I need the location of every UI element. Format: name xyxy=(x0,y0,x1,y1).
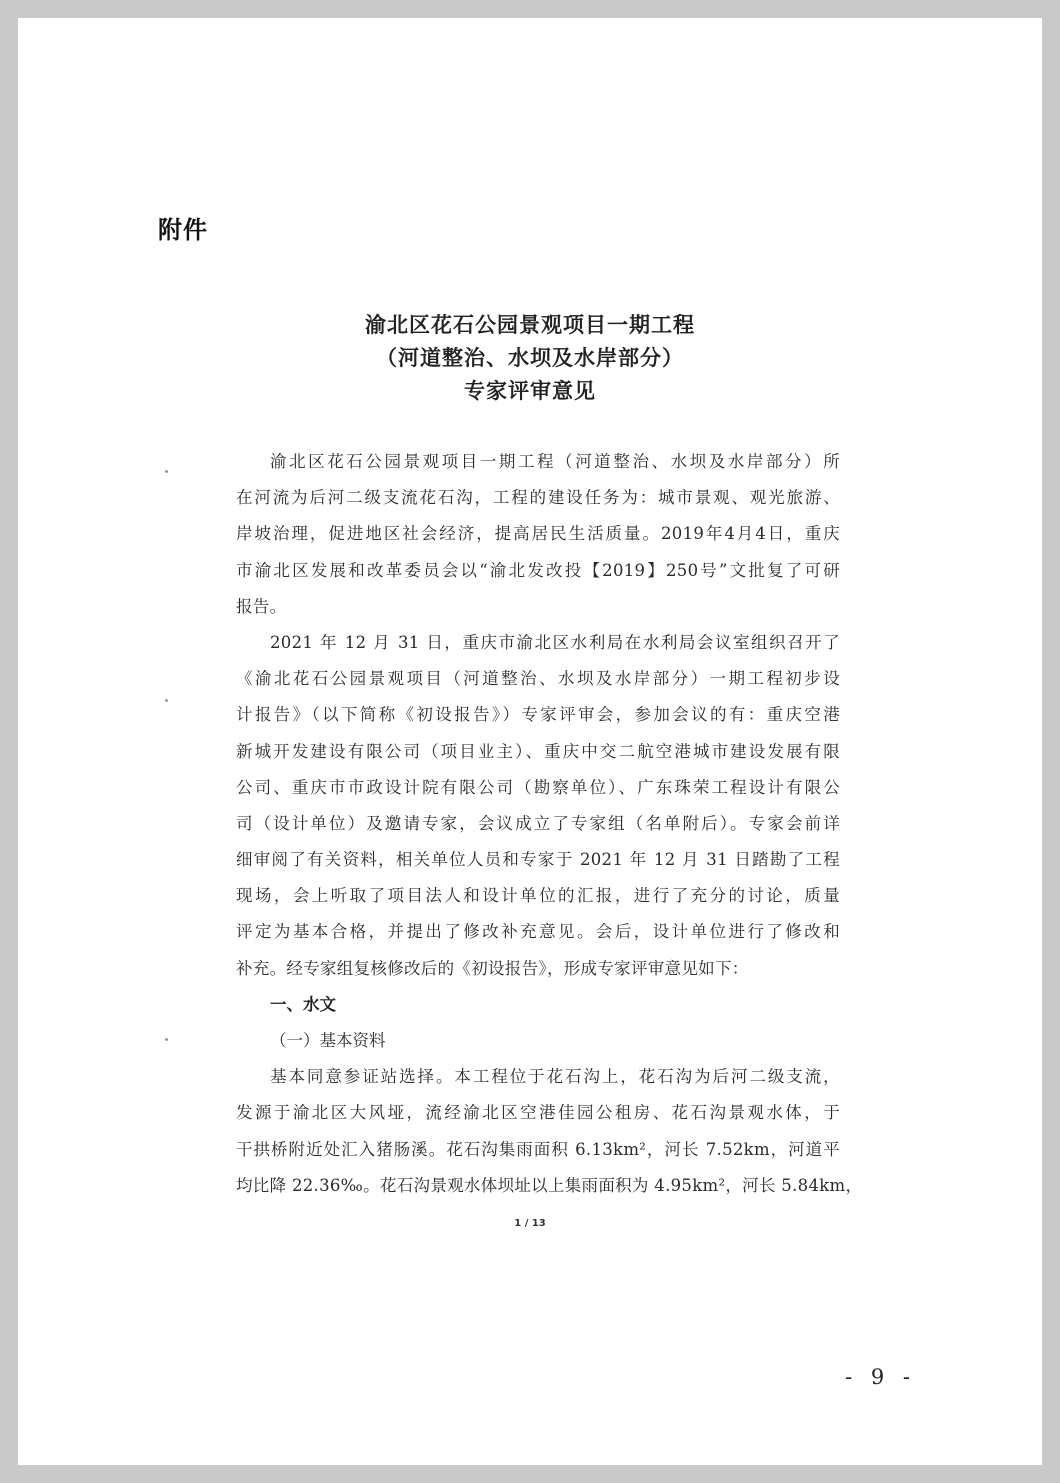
paragraph-line: 渝北区花石公园景观项目一期工程（河道整治、水坝及水岸部分）所 xyxy=(270,452,840,471)
title-line-1: 渝北区花石公园景观项目一期工程 xyxy=(365,312,695,337)
paragraph-2 xyxy=(236,625,840,987)
paragraph-line: 发源于渝北区大风垭，流经渝北区空港佳园公租房、花石沟景观水体，于 xyxy=(236,1103,840,1123)
paragraph-line: 公司、重庆市市政设计院有限公司（勘察单位）、广东珠荣工程设计有限公 xyxy=(236,777,840,797)
paragraph-line: 细审阅了有关资料，相关单位人员和专家于 2021 年 12 月 31 日踏勘了工程 xyxy=(236,850,840,870)
section-heading: 一、水文 xyxy=(270,994,336,1014)
paragraph-line: 岸坡治理，促进地区社会经济，提高居民生活质量。2019年4月4日，重庆 xyxy=(236,524,840,544)
paragraph-line: 基本同意参证站选择。本工程位于花石沟上，花石沟为后河二级支流， xyxy=(270,1067,840,1087)
paragraph-line: 市渝北区发展和改革委员会以“渝北发改投【2019】250号”文批复了可研 xyxy=(236,560,840,580)
paragraph-line: 《渝北花石公园景观项目（河道整治、水坝及水岸部分）一期工程初步设 xyxy=(236,669,840,689)
paragraph-line: 新城开发建设有限公司（项目业主）、重庆中交二航空港城市建设发展有限 xyxy=(236,741,840,761)
scan-dot xyxy=(165,470,168,473)
paragraph-line: 现场，会上听取了项目法人和设计单位的汇报，进行了充分的讨论，质量 xyxy=(236,886,840,906)
document-page xyxy=(18,18,1042,1465)
paragraph-3 xyxy=(236,1059,863,1204)
paragraph-line: 均比降 22.36‰。花石沟景观水体坝址以上集雨面积为 4.95km²，河长 5.84km， xyxy=(236,1175,863,1195)
scan-dot xyxy=(165,699,168,702)
paragraph-line: 报告。 xyxy=(236,596,287,616)
paragraph-line: 计报告》（以下简称《初设报告》）专家评审会，参加会议的有：重庆空港 xyxy=(236,705,840,725)
paragraph-line: 司（设计单位）及邀请专家，会议成立了专家组（名单附后）。专家会前详 xyxy=(236,813,840,833)
paragraph-line: 2021 年 12 月 31 日，重庆市渝北区水利局在水利局会议室组织召开了 xyxy=(270,632,840,652)
paragraph-line: 干拱桥附近处汇入猪肠溪。花石沟集雨面积 6.13km²，河长 7.52km，河道平 xyxy=(236,1139,840,1159)
paragraph-line: 在河流为后河二级支流花石沟，工程的建设任务为：城市景观、观光旅游、 xyxy=(236,488,840,508)
title-line-3: 专家评审意见 xyxy=(464,378,596,403)
title-line-2: （河道整治、水坝及水岸部分） xyxy=(376,345,684,370)
document-body xyxy=(236,444,863,1204)
subsection-heading: （一）基本资料 xyxy=(270,1031,386,1050)
scan-page-counter: 1 / 13 xyxy=(514,1218,546,1229)
paragraph-line: 补充。经专家组复核修改后的《初设报告》，形成专家评审意见如下： xyxy=(236,958,749,978)
scan-dot xyxy=(165,1038,168,1041)
paragraph-line: 评定为基本合格，并提出了修改补充意见。会后，设计单位进行了修改和 xyxy=(236,922,840,942)
page-number: - 9 - xyxy=(845,1365,916,1389)
paragraph-1 xyxy=(236,444,840,625)
attachment-label: 附件 xyxy=(158,216,208,244)
document-title xyxy=(18,308,1042,407)
